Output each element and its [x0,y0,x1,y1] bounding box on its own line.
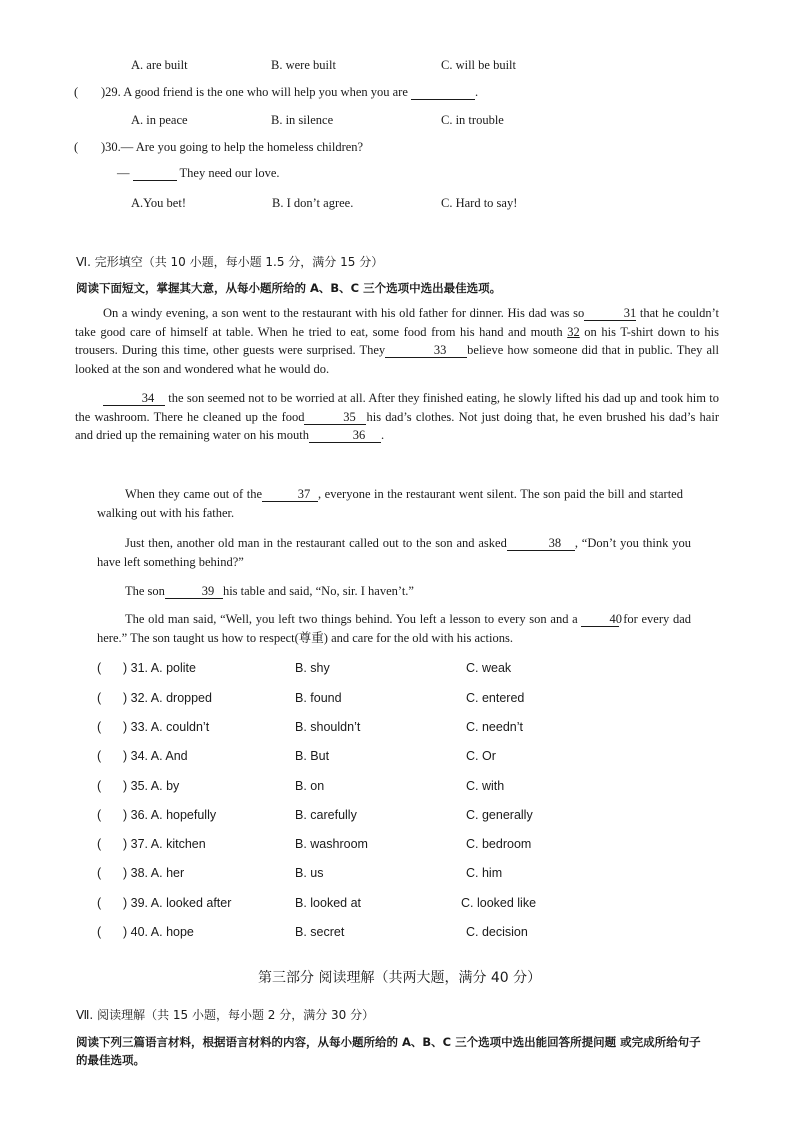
option-b: B. shy [295,661,330,675]
option-paren: ( [97,866,102,880]
option-a: ) 33. A. couldn’t [123,720,210,734]
q30-option-a: A.You bet! [131,196,186,210]
blank-38: 38 [507,537,575,551]
option-b: B. But [295,749,330,763]
option-row-34 [97,749,657,767]
q30-question: )30.— Are you going to help the homeless children? [101,140,364,154]
option-a: ) 31. A. polite [123,661,196,675]
option-c: C. bedroom [466,837,532,851]
option-row-37 [97,837,657,855]
passage-paragraph-4 [97,534,691,571]
option-b: B. us [295,866,324,880]
passage-text: the son seemed not to be worried at all. After they finished eating, he slowly lifted his dad up and took him to the washroom. There he cleaned up the food [75,391,720,424]
option-a: ) 34. A. And [123,749,188,763]
part3-title: 第三部分 阅读理解（共两大题，满分 40 分） [258,970,542,986]
passage-text: for every dad here.” The son taught us how to respect(尊重) and care for the old with his actions. [97,612,692,645]
blank-33: 33 [385,344,467,358]
q30-paren: ( [74,140,79,154]
passage-text: Just then, another old man in the restaurant called out to the son and asked [125,536,507,550]
option-c: C. him [466,866,503,880]
q29-tail: . [475,85,479,99]
q28-option-c: C. will be built [441,58,516,72]
passage-paragraph-3 [97,485,683,522]
option-c: C. needn’t [466,720,523,734]
option-c: C. looked like [461,896,537,910]
passage-text: , “Don’t you think you have left something behind?” [97,536,692,569]
option-c: C. generally [466,808,533,822]
q29-text: )29. A good friend is the one who will help you when you are [101,85,408,99]
option-row-40 [97,925,657,943]
section6-instruction: 阅读下面短文，掌握其大意，从每小题所给的 A、B、C 三个选项中选出最佳选项。 [76,281,502,295]
option-paren: ( [97,749,102,763]
passage-text: The son [125,584,165,598]
option-c: C. decision [466,925,528,939]
option-row-31 [97,661,657,679]
passage-text: On a windy evening, a son went to the restaurant with his old father for dinner. His dad was so [103,306,585,320]
option-a: ) 39. A. looked after [123,896,232,910]
q30-reply [117,166,280,181]
option-b: B. secret [295,925,345,939]
q30-dash: — [117,166,130,180]
q28-option-a: A. are built [131,58,188,72]
passage-text: his table and said, “No, sir. I haven’t.” [222,584,414,598]
option-a: ) 38. A. her [123,866,185,880]
option-row-38 [97,866,657,884]
blank-37: 37 [262,488,318,502]
option-row-35 [97,779,657,797]
q30-option-b: B. I don’t agree. [272,196,354,210]
option-a: ) 32. A. dropped [123,691,212,705]
q28-option-b: B. were built [271,58,336,72]
blank-35: 35 [304,411,366,425]
option-a: ) 36. A. hopefully [123,808,217,822]
q29-blank [411,86,475,100]
section7-title: Ⅶ. 阅读理解（共 15 小题，每小题 2 分，满分 30 分） [76,1008,375,1022]
passage-paragraph-2 [75,389,719,445]
option-b: B. carefully [295,808,357,822]
option-a: ) 35. A. by [123,779,180,793]
passage-text: The old man said, “Well, you left two things behind. You left a lesson to every son and a [125,612,578,626]
passage-paragraph-5 [97,582,691,601]
option-b: B. washroom [295,837,368,851]
passage-text: When they came out of the [125,487,263,501]
q29-paren: ( [74,85,79,99]
option-paren: ( [97,779,102,793]
passage-text: that he couldn’t take good care of himself at table. When he tried to eat, some food from his hand and mouth [75,306,720,339]
q29-option-c: C. in trouble [441,113,504,127]
option-paren: ( [97,896,102,910]
option-row-32 [97,691,657,709]
passage-text: his dad’s clothes. Not just doing that, he even brushed his dad’s hair and dried up the remaining water on his mouth [75,409,719,442]
passage-text: . [380,428,385,442]
option-row-39 [97,896,657,914]
q30-blank [133,167,177,181]
option-paren: ( [97,720,102,734]
blank-31: 31 [584,307,636,321]
passage-paragraph-1 [75,304,719,378]
passage-text: , everyone in the restaurant went silent. The son paid the bill and started walking out with his father. [97,487,683,520]
section6-title: Ⅵ. 完形填空（共 10 小题，每小题 1.5 分，满分 15 分） [76,255,384,269]
option-b: B. shouldn’t [295,720,361,734]
option-c: C. with [466,779,505,793]
q29-question [101,85,478,100]
blank-34: 34 [103,392,165,406]
option-b: B. found [295,691,342,705]
q29-option-a: A. in peace [131,113,188,127]
q29-option-b: B. in silence [271,113,334,127]
option-row-33 [97,720,657,738]
option-row-36 [97,808,657,826]
blank-39: 39 [165,585,223,599]
option-paren: ( [97,808,102,822]
option-c: C. Or [466,749,496,763]
option-b: B. on [295,779,325,793]
q30-reply-text: They need our love. [179,166,280,180]
blank-32: 32 [567,324,580,339]
option-paren: ( [97,661,102,675]
passage-paragraph-6 [97,610,691,647]
section7-instruction: 阅读下列三篇语言材料，根据语言材料的内容，从每小题所给的 A、B、C 三个选项中选出能回答所提问题 或完成所给句子的最佳选项。 [76,1035,701,1067]
option-c: C. entered [466,691,525,705]
option-c: C. weak [466,661,512,675]
option-paren: ( [97,691,102,705]
option-a: ) 37. A. kitchen [123,837,206,851]
passage-text: on his T-shirt down to his trousers. During this time, other guests were surprised. They [75,324,720,357]
option-b: B. looked at [295,896,362,910]
q30-option-c: C. Hard to say! [441,196,518,210]
option-paren: ( [97,837,102,851]
passage-text: believe how someone did that in public. They all looked at the son and wondered what he would do. [75,343,719,376]
blank-36: 36 [309,429,381,443]
option-a: ) 40. A. hope [123,925,194,939]
option-paren: ( [97,925,102,939]
blank-40: 40 [581,613,619,627]
